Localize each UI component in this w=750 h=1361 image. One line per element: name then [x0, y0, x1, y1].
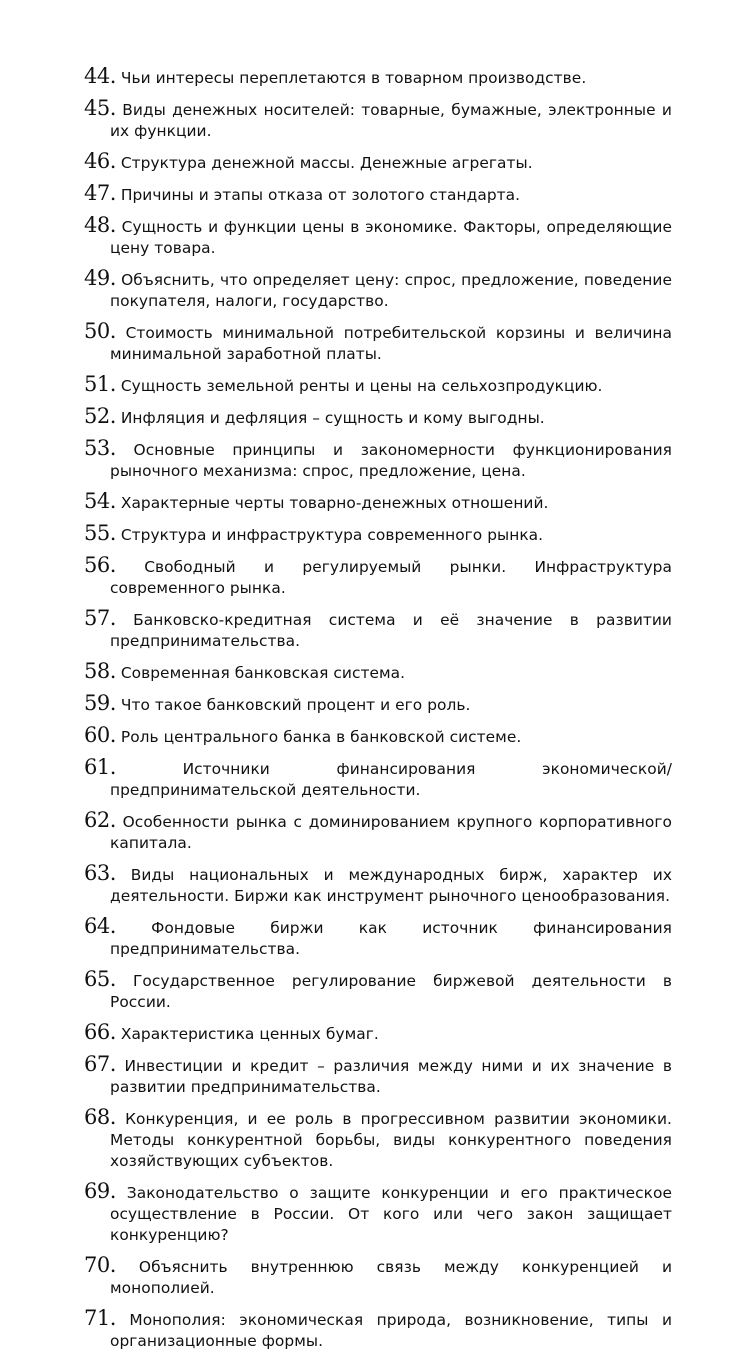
item-text: Характеристика ценных бумаг. — [120, 1025, 379, 1043]
item-number: 62. — [84, 808, 116, 832]
item-text: Монополия: экономическая природа, возникновение, типы и организационные формы. — [110, 1311, 672, 1350]
item-text: Характерные черты товарно-денежных отношений. — [120, 494, 549, 512]
item-number: 55. — [84, 521, 116, 545]
list-item — [84, 1255, 672, 1299]
item-text: Государственное регулирование биржевой деятельности в России. — [110, 972, 672, 1011]
item-number: 48. — [84, 213, 116, 237]
item-number: 47. — [84, 181, 116, 205]
item-text: Особенности рынка с доминированием крупного корпоративного капитала. — [110, 813, 672, 852]
list-item — [84, 725, 672, 748]
item-text: Свободный и регулируемый рынки. Инфраструктура современного рынка. — [110, 558, 672, 597]
list-item — [84, 608, 672, 652]
item-number: 71. — [84, 1306, 116, 1330]
item-text: Структура и инфраструктура современного рынка. — [120, 526, 544, 544]
item-text: Чьи интересы переплетаются в товарном производстве. — [120, 69, 587, 87]
item-number: 54. — [84, 489, 116, 513]
item-number: 65. — [84, 967, 116, 991]
item-text: Структура денежной массы. Денежные агрегаты. — [120, 154, 533, 172]
item-number: 67. — [84, 1052, 116, 1076]
item-number: 60. — [84, 723, 116, 747]
item-text: Законодательство о защите конкуренции и его практическое осуществление в России. От кого или чего закон защищает конкуренцию? — [110, 1184, 672, 1244]
list-item — [84, 916, 672, 960]
item-text: Конкуренция, и ее роль в прогрессивном развитии экономики. Методы конкурентной борьбы, виды конкурентного поведения хозяйствующих субъектов. — [110, 1110, 672, 1170]
item-number: 66. — [84, 1020, 116, 1044]
item-number: 63. — [84, 861, 116, 885]
list-item — [84, 321, 672, 365]
item-text: Источники финансирования экономической/ предпринимательской деятельности. — [110, 760, 672, 799]
list-item — [84, 523, 672, 546]
item-number: 49. — [84, 266, 116, 290]
item-text: Виды национальных и международных бирж, характер их деятельности. Биржи как инструмент рыночного ценообразования. — [110, 866, 672, 905]
item-text: Объяснить внутреннюю связь между конкуренцией и монополией. — [110, 1258, 672, 1297]
list-item — [84, 969, 672, 1013]
list-item — [84, 661, 672, 684]
list-item — [84, 555, 672, 599]
list-item — [84, 151, 672, 174]
list-item — [84, 1181, 672, 1246]
item-text: Сущность земельной ренты и цены на сельхозпродукцию. — [120, 377, 603, 395]
list-item — [84, 66, 672, 89]
item-number: 52. — [84, 404, 116, 428]
list-item — [84, 863, 672, 907]
list-item — [84, 98, 672, 142]
list-item — [84, 183, 672, 206]
item-text: Стоимость минимальной потребительской корзины и величина минимальной заработной платы. — [110, 324, 672, 363]
item-number: 57. — [84, 606, 116, 630]
item-text: Инфляция и дефляция – сущность и кому выгодны. — [120, 409, 545, 427]
item-text: Современная банковская система. — [120, 664, 406, 682]
list-item — [84, 438, 672, 482]
item-text: Объяснить, что определяет цену: спрос, предложение, поведение покупателя, налоги, государство. — [110, 271, 672, 310]
item-text: Что такое банковский процент и его роль. — [120, 696, 471, 714]
list-item — [84, 374, 672, 397]
item-text: Виды денежных носителей: товарные, бумажные, электронные и их функции. — [110, 101, 672, 140]
list-item — [84, 406, 672, 429]
item-text: Основные принципы и закономерности функционирования рыночного механизма: спрос, предложение, цена. — [110, 441, 672, 480]
list-item — [84, 1308, 672, 1352]
item-number: 70. — [84, 1253, 116, 1277]
item-number: 68. — [84, 1105, 116, 1129]
item-text: Причины и этапы отказа от золотого стандарта. — [120, 186, 521, 204]
item-number: 61. — [84, 755, 116, 779]
item-number: 44. — [84, 64, 116, 88]
item-text: Роль центрального банка в банковской системе. — [120, 728, 522, 746]
item-number: 51. — [84, 372, 116, 396]
item-text: Банковско-кредитная система и её значение в развитии предпринимательства. — [110, 611, 672, 650]
list-item — [84, 1107, 672, 1172]
item-text: Сущность и функции цены в экономике. Факторы, определяющие цену товара. — [110, 218, 672, 257]
item-number: 50. — [84, 319, 116, 343]
item-number: 64. — [84, 914, 116, 938]
list-item — [84, 693, 672, 716]
item-number: 56. — [84, 553, 116, 577]
list-item — [84, 491, 672, 514]
item-number: 58. — [84, 659, 116, 683]
item-text: Инвестиции и кредит – различия между ними и их значение в развитии предпринимательства. — [110, 1057, 672, 1096]
list-item — [84, 1054, 672, 1098]
item-number: 46. — [84, 149, 116, 173]
list-item — [84, 810, 672, 854]
list-item — [84, 268, 672, 312]
item-text: Фондовые биржи как источник финансирования предпринимательства. — [110, 919, 672, 958]
item-number: 45. — [84, 96, 116, 120]
item-number: 69. — [84, 1179, 116, 1203]
item-number: 53. — [84, 436, 116, 460]
list-item — [84, 757, 672, 801]
item-number: 59. — [84, 691, 116, 715]
list-item — [84, 215, 672, 259]
list-item — [84, 1022, 672, 1045]
question-list — [84, 66, 672, 1361]
